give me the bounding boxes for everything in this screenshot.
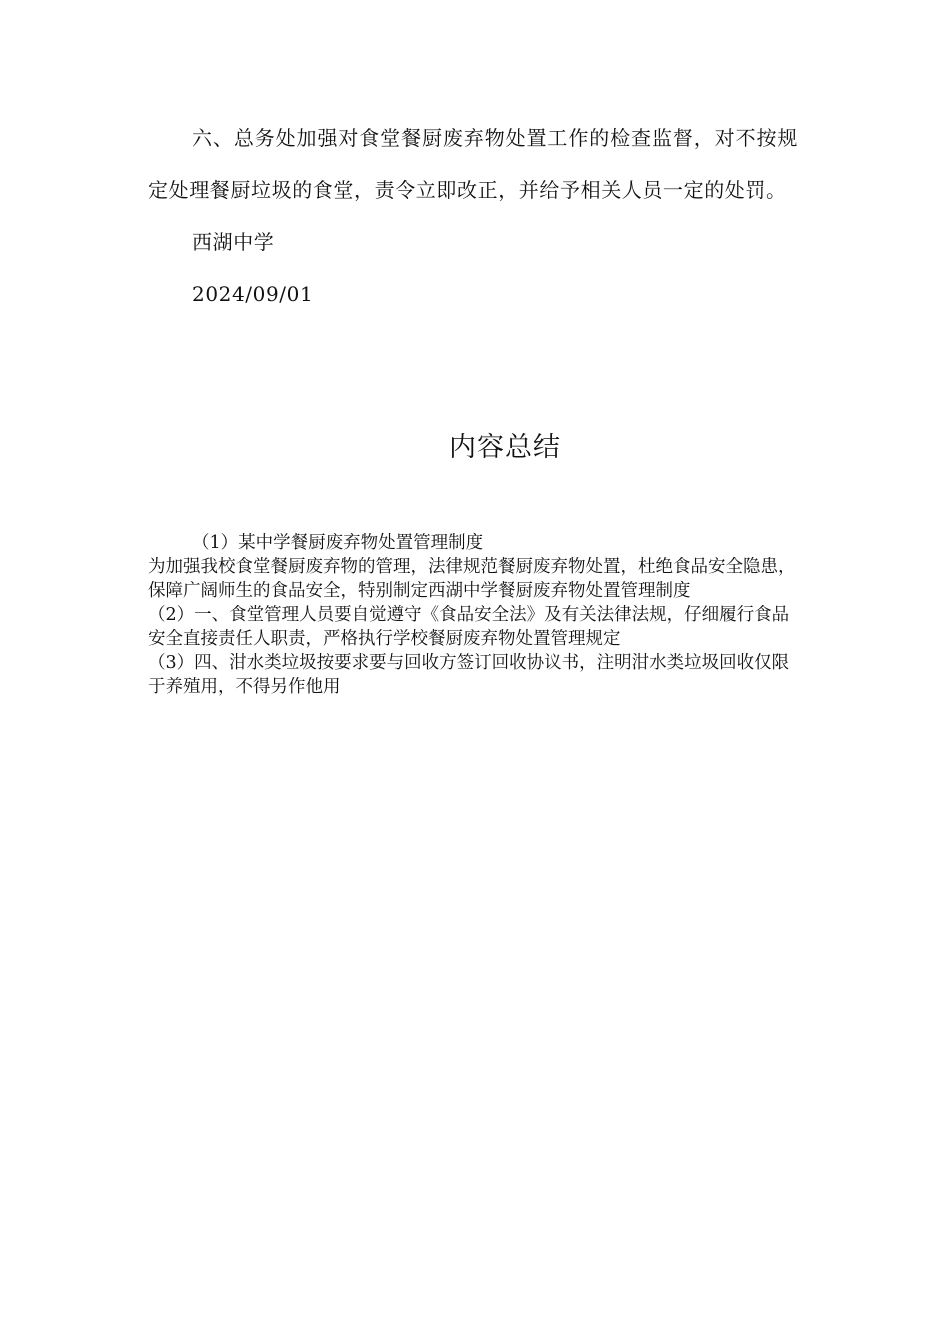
signature-school: 西湖中学 (192, 230, 275, 254)
summary-title: 内容总结 (449, 432, 561, 463)
paragraph-six: 六、总务处加强对食堂餐厨废弃物处置工作的检查监督，对不按规定处理餐厨垃圾的食堂，责令立即改正，并给予相关人员一定的处罚。 (148, 126, 798, 202)
signature-date: 2024/09/01 (192, 282, 314, 306)
document-body (148, 112, 798, 320)
summary-item-3: （3）四、泔水类垃圾按要求要与回收方签订回收协议书，注明泔水类垃圾回收仅限于养殖用，不得另作他用 (148, 653, 790, 697)
summary-item-2: （2）一、食堂管理人员要自觉遵守《食品安全法》及有关法律法规，仔细履行食品安全直接责任人职责，严格执行学校餐厨废弃物处置管理规定 (148, 605, 790, 649)
summary-item-1: （1）某中学餐厨废弃物处置管理制度 (192, 533, 484, 553)
summary-section (148, 531, 803, 699)
summary-item-1-body: 为加强我校食堂餐厨废弃物的管理，法律规范餐厨废弃物处置，杜绝食品安全隐患，保障广阔师生的食品安全，特别制定西湖中学餐厨废弃物处置管理制度 (148, 557, 796, 601)
